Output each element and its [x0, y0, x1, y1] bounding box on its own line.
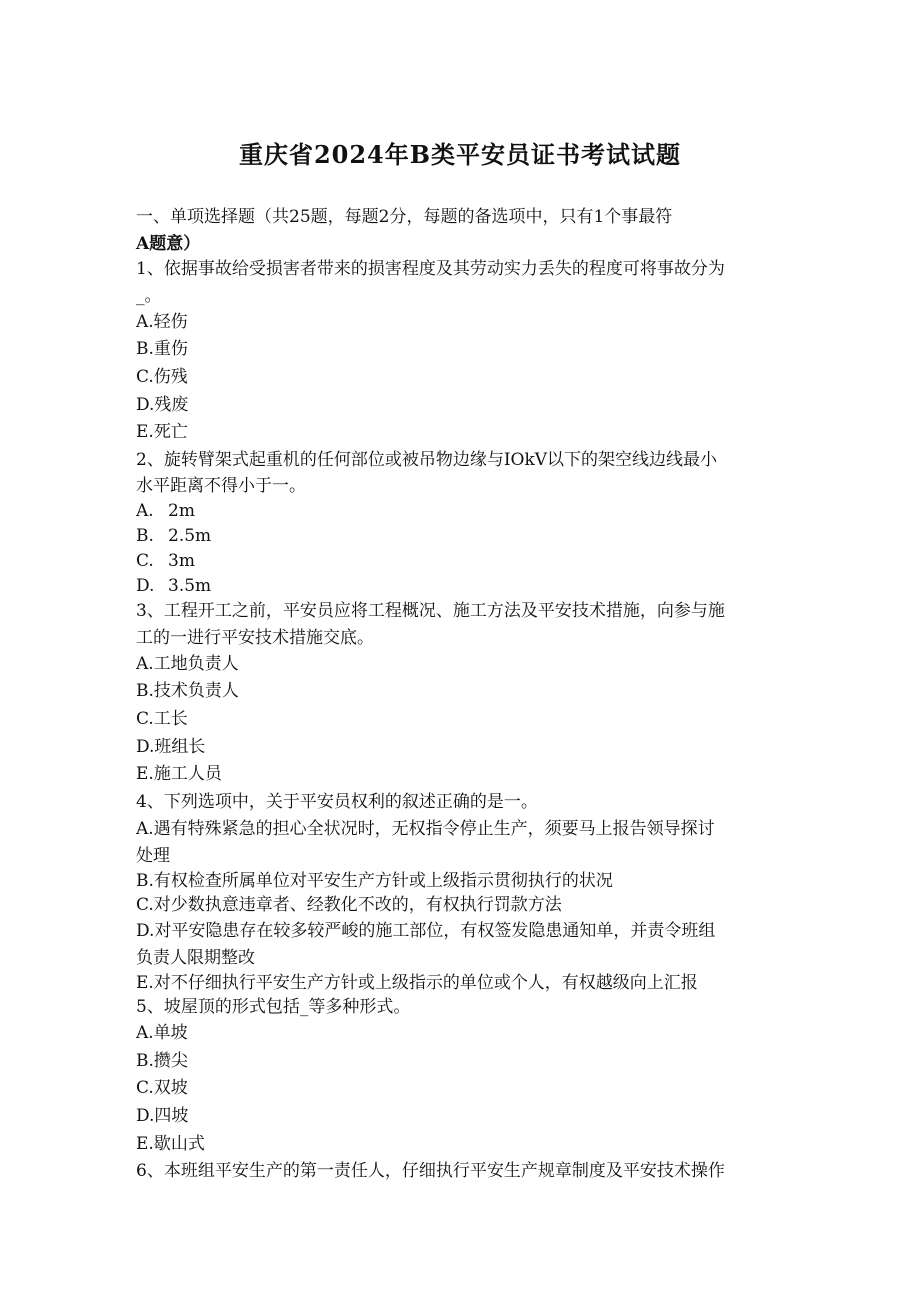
question-1-option-c: C.伤残: [136, 366, 188, 387]
question-4-option-a-cont: 处理: [136, 845, 170, 866]
question-2-option-b: [136, 524, 786, 549]
question-1: 1、依据事故给受损害者带来的损害程度及其劳动实力丢失的程度可将事故分为: [136, 259, 725, 280]
question-4-option-d: D.对平安隐患存在较多较严峻的施工部位，有权签发隐患通知单，并责令班组: [136, 921, 716, 942]
section-heading: 一、单项选择题（共25题，每题2分，每题的备选项中，只有1个事最符: [136, 207, 673, 227]
question-5-option-c: C.双坡: [136, 1078, 188, 1099]
question-1-option-b: B.重伤: [136, 339, 188, 360]
question-3: 3、工程开工之前，平安员应将工程概况、施工方法及平安技术措施，向参与施: [136, 601, 725, 622]
question-3-cont: 工的一进行平安技术措施交底。: [136, 627, 374, 648]
question-2: 2、旋转臂架式起重机的任何部位或被吊物边缘与IOkV以下的架空线边线最小: [136, 449, 718, 470]
option-letter: D.: [136, 575, 155, 596]
option-value: 2m: [168, 501, 195, 522]
question-1-option-d: D.残废: [136, 394, 189, 415]
question-5-option-d: D.四坡: [136, 1106, 189, 1127]
question-4-option-b: B.有权检查所属单位对平安生产方针或上级指示贯彻执行的状况: [136, 870, 613, 891]
question-3-option-b: B.技术负责人: [136, 681, 239, 702]
question-1-cont: _。: [136, 285, 162, 306]
question-5-option-e: E.歇山式: [136, 1133, 205, 1154]
question-3-option-a: A.工地负责人: [136, 653, 239, 674]
section-heading-cont: A题意）: [136, 233, 201, 254]
question-5-option-b: B.攒尖: [136, 1050, 188, 1071]
option-letter: C.: [136, 550, 154, 571]
document-body: [136, 204, 786, 1186]
question-2-option-a: [136, 499, 786, 524]
question-4: 4、下列选项中，关于平安员权利的叙述正确的是一。: [136, 791, 538, 812]
question-5-option-a: A.单坡: [136, 1023, 188, 1044]
question-4-option-d-cont: 负责人限期整改: [136, 947, 255, 968]
question-4-option-c: C.对少数执意违章者、经教化不改的，有权执行罚款方法: [136, 895, 562, 916]
question-2-cont: 水平距离不得小于一。: [136, 476, 306, 497]
question-2-option-d: [136, 574, 786, 599]
question-3-option-e: E.施工人员: [136, 764, 222, 785]
question-4-option-e: E.对不仔细执行平安生产方针或上级指示的单位或个人，有权越级向上汇报: [136, 972, 698, 993]
question-4-option-a: A.遇有特殊紧急的担心全状况时，无权指令停止生产，须要马上报告领导探讨: [136, 819, 715, 840]
question-6: 6、本班组平安生产的第一责任人，仔细执行平安生产规章制度及平安技术操作: [136, 1161, 725, 1182]
option-letter: A.: [136, 501, 154, 522]
option-value: 2.5m: [168, 525, 212, 546]
document-title: 重庆省2024年B类平安员证书考试试题: [238, 140, 682, 169]
question-2-option-c: [136, 549, 786, 574]
option-value: 3m: [168, 550, 195, 571]
option-letter: B.: [136, 525, 154, 546]
option-value: 3.5m: [168, 575, 212, 596]
question-5: 5、坡屋顶的形式包括_等多种形式。: [136, 997, 411, 1018]
question-1-option-a: A.轻伤: [136, 311, 188, 332]
question-3-option-d: D.班组长: [136, 736, 206, 757]
question-1-option-e: E.死亡: [136, 422, 188, 443]
question-3-option-c: C.工长: [136, 708, 188, 729]
